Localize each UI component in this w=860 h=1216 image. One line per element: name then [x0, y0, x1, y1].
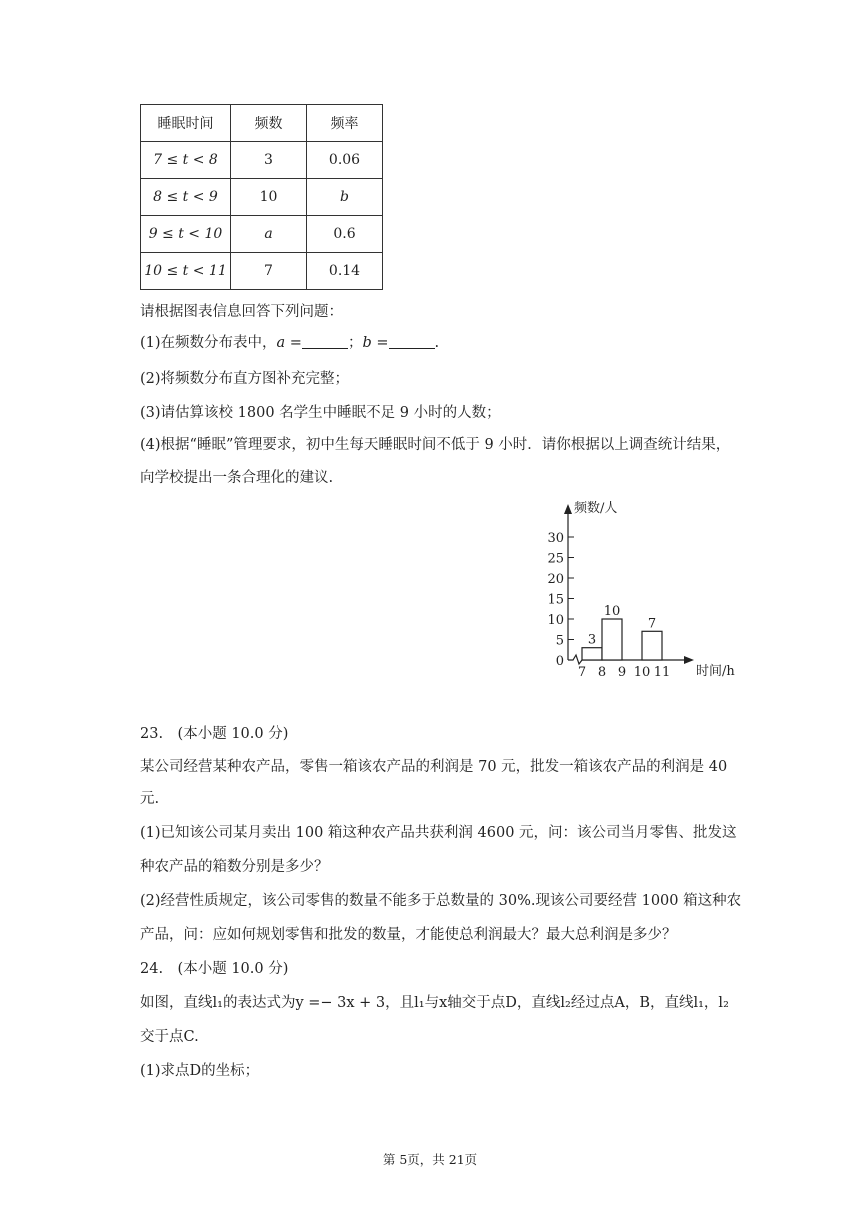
- table-cell: 3: [231, 142, 307, 179]
- answer-blank-b[interactable]: [389, 334, 435, 349]
- y-tick-label: 30: [547, 531, 564, 546]
- table-cell: 0.14: [307, 253, 383, 290]
- y-tick-label: 15: [547, 592, 564, 608]
- question-23-heading: 23. (本小题 10.0 分): [140, 726, 289, 742]
- table-cell: 8 ≤ t < 9: [141, 179, 231, 216]
- question-24-text-line-1: 如图，直线l₁的表达式为y =− 3x + 3，且l₁与x轴交于点D，直线l₂经过点A，B，直线l₁，l₂: [140, 995, 729, 1011]
- question-part-3: (3)请估算该校 1800 名学生中睡眠不足 9 小时的人数；: [140, 405, 501, 421]
- table-row: [141, 216, 383, 253]
- table-cell: 9 ≤ t < 10: [141, 216, 231, 253]
- x-tick-label: 10: [633, 665, 651, 680]
- frequency-table: [140, 104, 383, 290]
- x-tick-label: 7: [577, 665, 587, 680]
- x-tick-label: 11: [653, 665, 671, 680]
- y-tick-label: 5: [555, 633, 564, 649]
- question-part-4-line-1: (4)根据“睡眠”管理要求，初中生每天睡眠时间不低于 9 小时．请你根据以上调查统计结果，: [140, 437, 731, 453]
- question-23-part-1-line-1: (1)已知该公司某月卖出 100 箱这种农产品共获利润 4600 元，问：该公司当月零售、批发这: [140, 825, 737, 841]
- table-cell: b: [307, 179, 383, 216]
- y-tick-label: 20: [547, 572, 564, 587]
- x-axis-label: 时间/h: [696, 664, 735, 679]
- part-1-end: .: [434, 335, 440, 351]
- question-23-text-line-2: 元.: [140, 791, 160, 807]
- question-part-2: (2)将频数分布直方图补充完整；: [140, 371, 350, 387]
- question-24-text-line-2: 交于点C.: [140, 1029, 199, 1045]
- histogram-bar: [642, 631, 662, 660]
- x-tick-label: 8: [597, 665, 607, 680]
- table-cell: a: [231, 216, 307, 253]
- table-cell: 0.6: [307, 216, 383, 253]
- table-row: [141, 142, 383, 179]
- page-footer: 第 5页，共 21页: [382, 1152, 478, 1167]
- question-part-4-line-2: 向学校提出一条合理化的建议.: [140, 470, 334, 486]
- table-cell: 0.06: [307, 142, 383, 179]
- question-23-text-line-1: 某公司经营某种农产品，零售一箱该农产品的利润是 70 元，批发一箱该农产品的利润是 40: [140, 759, 728, 775]
- question-24-heading: 24. (本小题 10.0 分): [140, 961, 289, 977]
- table-header-cell: 睡眠时间: [141, 105, 231, 142]
- question-part-1: [140, 333, 439, 353]
- table-header-cell: 频数: [231, 105, 307, 142]
- var-a-label: a =: [276, 335, 302, 351]
- y-tick-label: 25: [547, 551, 564, 567]
- y-axis-arrow: [564, 504, 572, 514]
- bar-value-label: 3: [587, 632, 597, 648]
- bar-value-label: 10: [603, 604, 621, 619]
- table-header-cell: 频率: [307, 105, 383, 142]
- table-cell: 10: [231, 179, 307, 216]
- x-axis-arrow: [684, 656, 694, 664]
- table-cell: 10 ≤ t < 11: [141, 253, 231, 290]
- separator: ；: [347, 335, 363, 351]
- y-axis-label: 频数/人: [574, 501, 618, 516]
- question-23-part-1-line-2: 种农产品的箱数分别是多少？: [140, 859, 329, 875]
- table-row: [141, 179, 383, 216]
- y-tick-label: 10: [547, 613, 564, 628]
- question-23-part-2-line-2: 产品，问：应如何规划零售和批发的数量，才能使总利润最大？最大总利润是多少？: [140, 927, 677, 943]
- table-header-row: [141, 105, 383, 142]
- question-24-part-1: (1)求点D的坐标；: [140, 1063, 260, 1079]
- table-cell: 7 ≤ t < 8: [141, 142, 231, 179]
- part-1-prefix: (1)在频数分布表中，: [140, 335, 277, 351]
- var-b-label: b =: [362, 335, 389, 351]
- table-row: [141, 253, 383, 290]
- frequency-histogram: [530, 494, 760, 684]
- question-intro: 请根据图表信息回答下列问题：: [140, 304, 343, 320]
- table-cell: 7: [231, 253, 307, 290]
- histogram-bar: [582, 648, 602, 660]
- question-23-part-2-line-1: (2)经营性质规定，该公司零售的数量不能多于总数量的 30%.现该公司要经营 1000 箱这种农: [140, 893, 742, 909]
- bar-value-label: 7: [647, 616, 657, 632]
- y-tick-label: 0: [555, 654, 564, 669]
- x-tick-label: 9: [617, 665, 627, 680]
- answer-blank-a[interactable]: [302, 334, 348, 349]
- histogram-bar: [602, 619, 622, 660]
